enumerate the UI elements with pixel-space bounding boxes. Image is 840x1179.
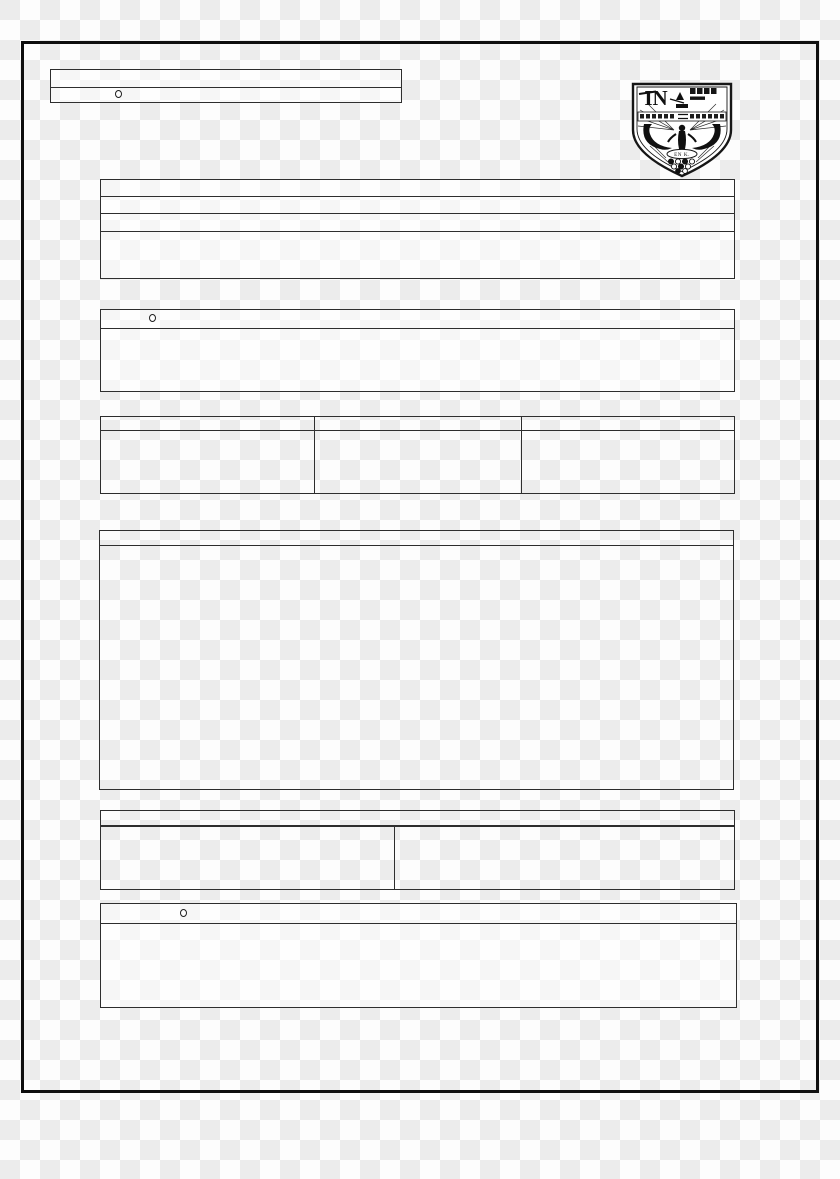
school-crest-logo xyxy=(626,78,738,180)
bottom-section-header-row xyxy=(101,904,736,924)
section-b-header-row xyxy=(101,310,734,329)
section-a-row-2 xyxy=(101,197,734,214)
bottom-section-box xyxy=(100,903,737,1008)
section-b-box xyxy=(100,309,735,392)
split-section-header-divider xyxy=(101,825,734,827)
section-a-row-4 xyxy=(101,232,734,277)
main-content-header-divider xyxy=(100,545,733,546)
split-section-box xyxy=(100,810,735,890)
crest-monogram: IN xyxy=(644,86,668,110)
bottom-section-body xyxy=(101,924,736,1006)
section-a-row-3 xyxy=(101,214,734,232)
section-a-box xyxy=(100,179,735,279)
circle-marker-icon xyxy=(149,314,156,322)
table-header-divider xyxy=(101,430,734,431)
circle-marker-icon xyxy=(115,90,122,98)
header-strip-row-bottom xyxy=(51,88,401,101)
split-section-column-divider xyxy=(394,826,395,889)
table-column-divider-1 xyxy=(314,417,315,493)
crest-motto: EN K. xyxy=(674,152,690,159)
header-strip-box xyxy=(50,69,402,103)
three-column-table xyxy=(100,416,735,494)
main-content-box xyxy=(99,530,734,790)
table-column-divider-2 xyxy=(521,417,522,493)
section-b-body xyxy=(101,329,734,390)
circle-marker-icon xyxy=(180,909,187,917)
section-a-row-1 xyxy=(101,180,734,197)
header-strip-row-top xyxy=(51,70,401,88)
